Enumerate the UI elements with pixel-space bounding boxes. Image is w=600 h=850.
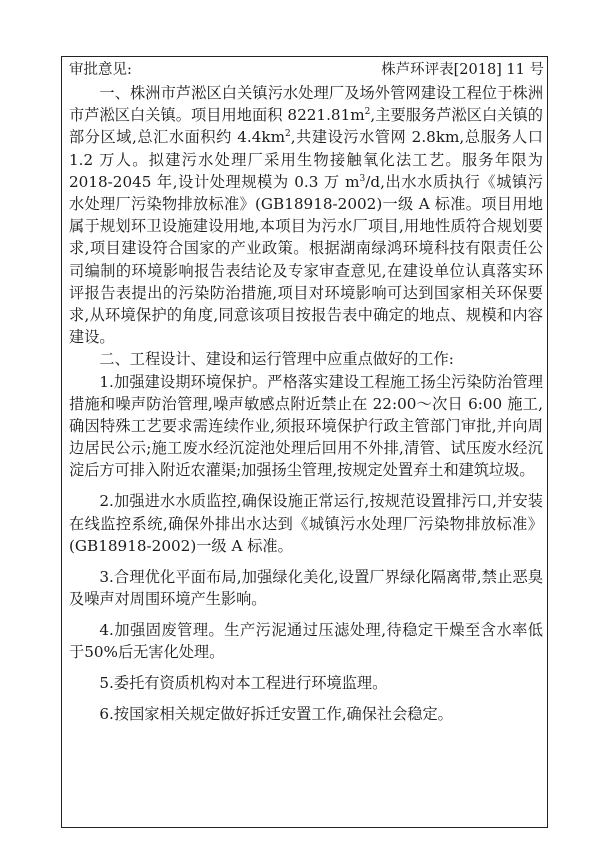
requirement-item-1: 1.加强建设期环境保护。严格落实建设工程施工扬尘污染防治管理措施和噪声防治管理,噪声敏感点附近禁止在 22:00～次日 6:00 施工,确因特殊工艺要求需连续作业,须报环境保护行政主管部门审批,并向周边居民公示;施工废水经沉淀池处理后回用不外排,清管、试压废水经沉淀后方可排入附近农灌渠;加强扬尘管理,按规定处置弃土和建筑垃圾。: [69, 372, 543, 480]
requirement-item-4: 4.加强固废管理。生产污泥通过压滤处理,待稳定干燥至含水率低于50%后无害化处理。: [69, 620, 543, 661]
section-2-heading: 二、工程设计、建设和运行管理中应重点做好的工作:: [99, 350, 454, 369]
section-1-text-a: 一、株洲市芦淞区白关镇污水处理厂及场外管网建设工程位于株洲市芦淞区白关镇。项目用地面积 8221.81m: [69, 84, 543, 125]
section-1-text-c: ,共建设污水管网 2.8km,总服务人口 1.2 万人。拟建污水处理厂采用生物接触氧化法工艺。服务年限为 2018-2045 年,设计处理规模为 0.3 万 m: [69, 128, 543, 191]
approval-opinion-label: 审批意见:: [69, 62, 132, 78]
section-1-paragraph: [69, 82, 543, 348]
requirement-item-6: 6.按国家相关规定做好拆迁安置工作,确保社会稳定。: [99, 704, 453, 723]
document-number: 株芦环评表[2018] 11 号: [381, 62, 544, 78]
approval-content: [69, 82, 543, 725]
superscript-2a: 2: [364, 107, 371, 118]
requirement-item-5: 5.委托有资质机构对本工程进行环境监理。: [99, 673, 388, 692]
requirement-item-3: 3.合理优化平面布局,加强绿化美化,设置厂界绿化隔离带,禁止恶臭及噪声对周围环境产生影响。: [69, 567, 543, 608]
section-1-text-d: /d,出水水质执行《城镇污水处理厂污染物排放标准》(GB18918-2002)一级 A 标准。项目用地属于规划环卫设施建设用地,本项目为污水厂项目,用地性质符合规划要求,项目建设符合国家的产业政策。根据湖南绿鸿环境科技有限责任公司编制的环境影响报告表结论及专家审查意见,在建设单位认真落实环评报告表提出的污染防治措施,项目对环境影响可达到国家相关环保要求,从环境保护的角度,同意该项目按报告表中确定的地点、规模和内容建设。: [69, 172, 543, 347]
form-header: [69, 58, 544, 82]
requirement-item-2: 2.加强进水水质监控,确保设施正常运行,按规范设置排污口,并安装在线监控系统,确保外排出水达到《城镇污水处理厂污染物排放标准》(GB18918-2002)一级 A 标准。: [69, 492, 543, 555]
superscript-2b: 2: [284, 129, 291, 140]
superscript-3: 3: [359, 173, 366, 184]
section-1-text-b: ,主要服务芦淞区白关镇的部分区域,总汇水面积约 4.4km: [69, 106, 543, 147]
